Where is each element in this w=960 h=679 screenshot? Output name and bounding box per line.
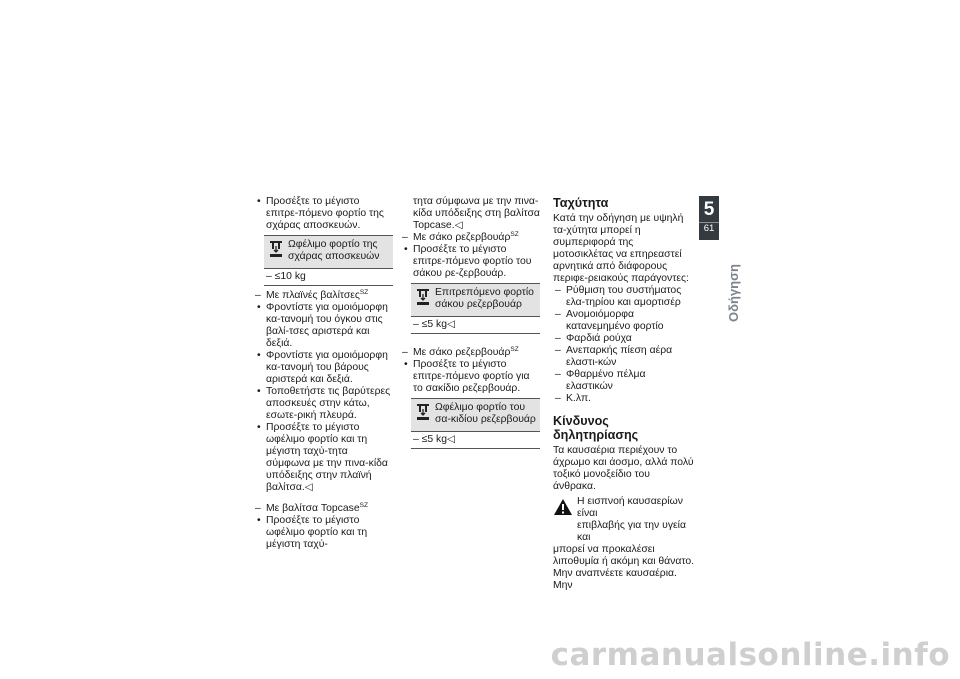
load-weight-icon <box>269 240 283 258</box>
spec-label: Ωφέλιμο φορτίο του σα-κιδίου ρεζερβουάρ <box>435 402 536 425</box>
dash-item: – Με βαλίτσα Topcase$^{SZ}$ <box>253 503 393 515</box>
paragraph: τητα σύμφωνα με την πινα-κίδα υπόδειξης στη βαλίτσα Topcase.◁ <box>413 196 540 231</box>
column-2 <box>400 196 540 453</box>
bullet-item: • Τοποθετήστε τις βαρύτερες αποσκευές στην κάτω, εσωτε-ρική πλευρά. <box>253 386 393 422</box>
warning-line: επιβλαβής για την υγεία και <box>577 520 686 543</box>
paragraph: Κατά την οδήγηση με υψηλή τα-χύτητα μπορεί η συμπεριφορά της μοτοσικλέτας να επηρεαστεί αρνητικά από διάφορους περιφε-ρειακούς παράγοντες: <box>553 213 689 284</box>
warning-block <box>553 496 695 592</box>
spec-value: – ≤5 kg◁ <box>411 316 540 333</box>
bullet-item: • Προσέξτε το μέγιστο ωφέλιμο φορτίο και τη μέγιστη ταχύ- <box>253 515 393 551</box>
spec-value: – ≤10 kg <box>264 268 393 285</box>
sz-mark: SZ <box>510 231 519 238</box>
dash-item: – Φαρδιά ρούχα <box>553 333 695 345</box>
section-heading: Ταχύτητα <box>553 196 609 210</box>
dash-item: – Φθαρμένο πέλμα ελαστικών <box>553 369 695 393</box>
dash-item: – Ρύθμιση του συστήματος ελα-τηρίου και αμορτισέρ <box>553 285 695 309</box>
bullet-item: • Φροντίστε για ομοιόμορφη κα-τανομή του όγκου στις βαλί-τσες αριστερά και δεξιά. <box>253 302 393 350</box>
dash-item: – Ανομοιόμορφα κατανεμημένο φορτίο <box>553 309 695 333</box>
dash-item: – Κ.λπ. <box>553 393 695 405</box>
bullet-item: • Προσέξτε το μέγιστο επιτρε-πόμενο φορτίο για το σακίδιο ρεζερβουάρ. <box>400 359 540 395</box>
load-weight-icon <box>416 288 430 306</box>
warning-triangle-icon <box>553 498 573 516</box>
section-heading: Κίνδυνος δηλητηρίασης <box>553 414 639 442</box>
warning-text: Μην αναπνέετε καυσαέρια. Μην <box>553 568 677 591</box>
spec-value: – ≤5 kg◁ <box>411 431 540 448</box>
spec-table-head <box>411 284 540 316</box>
dash-item: – Με πλαϊνές βαλίτσες$^{SZ}$ <box>253 290 393 302</box>
sz-mark: SZ <box>510 346 519 353</box>
paragraph: Τα καυσαέρια περιέχουν το άχρωμο και άοσμο, αλλά πολύ τοξικό μονοξείδιο του άνθρακα. <box>553 445 694 492</box>
spec-label: Ωφέλιμο φορτίο της σχάρας αποσκευών <box>288 239 380 262</box>
watermark: carmanualsonline.info <box>550 637 950 673</box>
spec-table <box>264 235 393 286</box>
bullet-item: • Προσέξτε το μέγιστο ωφέλιμο φορτίο και τη μέγιστη ταχύ-τητα σύμφωνα με την πινα-κίδα υπόδειξης στην πλαϊνή βαλίτσα.◁ <box>253 422 393 494</box>
chapter-tab <box>699 196 719 240</box>
dash-item: – Με σάκο ρεζερβουάρ$^{SZ}$ <box>400 232 540 244</box>
sz-mark: SZ <box>359 502 368 509</box>
spec-table <box>411 398 540 449</box>
bullet-item: • Φροντίστε για ομοιόμορφη κα-τανομή του βάρους αριστερά και δεξιά. <box>253 350 393 386</box>
spec-label: Επιτρεπόμενο φορτίο σάκου ρεζερβουάρ <box>435 287 534 310</box>
load-weight-icon <box>416 403 430 421</box>
page-number: 61 <box>699 222 719 235</box>
spec-table-head <box>264 236 393 268</box>
dash-item: – Ανεπαρκής πίεση αέρα ελαστι-κών <box>553 345 695 369</box>
spec-table <box>411 283 540 334</box>
spec-table-head <box>411 399 540 431</box>
bullet-item: • Προσέξτε το μέγιστο επιτρε-πόμενο φορτίο της σχάρας αποσκευών. <box>253 196 393 232</box>
chapter-title: Οδήγηση <box>726 264 741 322</box>
warning-line: Η εισπνοή καυσαερίων είναι <box>577 496 683 519</box>
warning-text: μπορεί να προκαλέσει λιποθυμία ή ακόμη και θάνατο. <box>553 544 695 567</box>
sz-mark: SZ <box>359 289 369 296</box>
column-3 <box>553 196 695 592</box>
column-1 <box>253 196 393 551</box>
chapter-number: 5 <box>703 199 715 220</box>
bullet-item: • Προσέξτε το μέγιστο επιτρε-πόμενο φορτίο του σάκου ρε-ζερβουάρ. <box>400 244 540 280</box>
dash-item: – Με σάκο ρεζερβουάρ$^{SZ}$ <box>400 347 540 359</box>
